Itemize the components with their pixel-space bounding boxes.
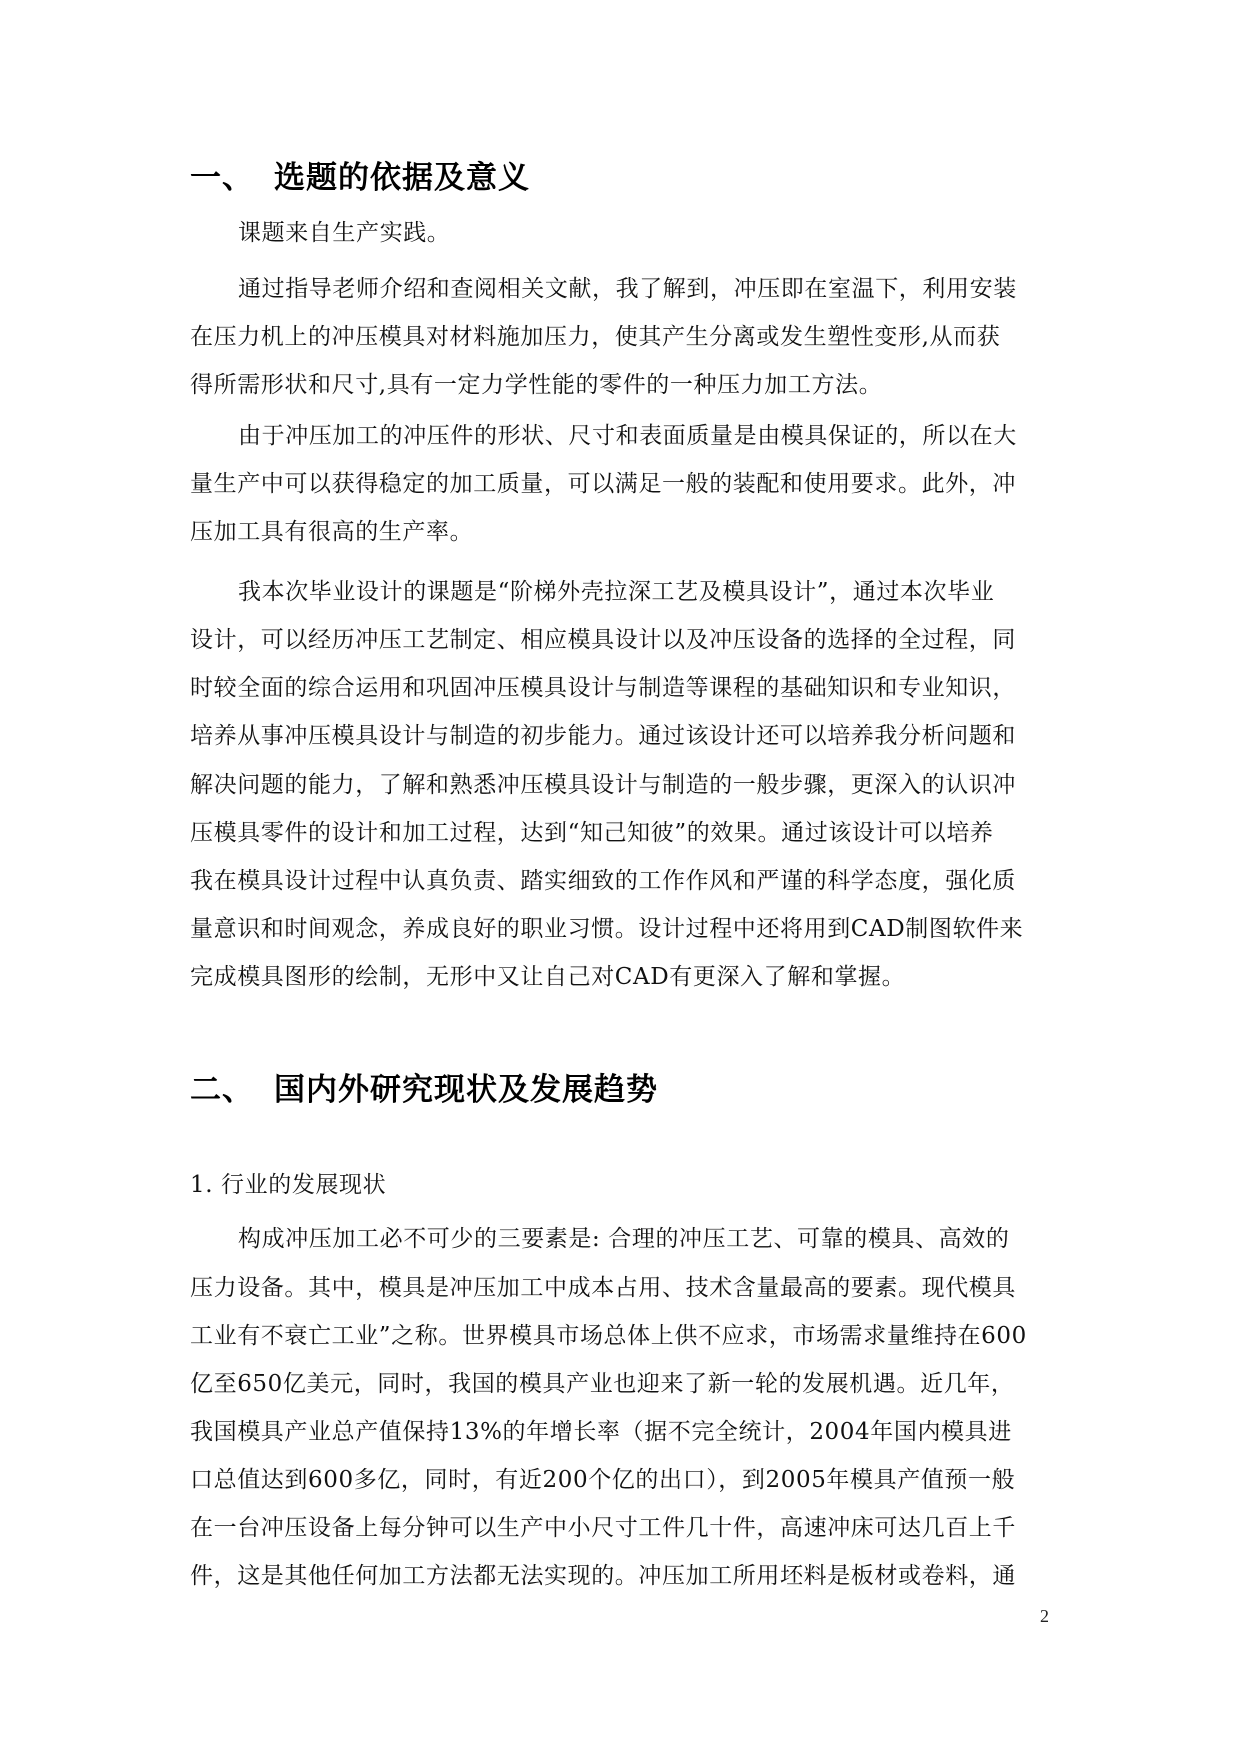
paragraph-line: 培养从事冲压模具设计与制造的初步能力。通过该设计还可以培养我分析问题和 <box>190 723 1016 749</box>
paragraph-line: 亿至650亿美元，同时，我国的模具产业也迎来了新一轮的发展机遇。近几年， <box>190 1371 1015 1397</box>
paragraph-line: 构成冲压加工必不可少的三要素是: 合理的冲压工艺、可靠的模具、高效的 <box>238 1226 1010 1252</box>
paragraph-line: 我在模具设计过程中认真负责、踏实细致的工作作风和严谨的科学态度，强化质 <box>190 868 1016 894</box>
section-1-number: 一、 <box>190 160 254 196</box>
paragraph-line: 量生产中可以获得稳定的加工质量，可以满足一般的装配和使用要求。此外，冲 <box>190 471 1016 497</box>
paragraph-line: 时较全面的综合运用和巩固冲压模具设计与制造等课程的基础知识和专业知识， <box>190 675 1016 701</box>
section-1-heading <box>190 152 530 197</box>
section-2-heading <box>190 1064 658 1109</box>
paragraph-line: 课题来自生产实践。 <box>238 220 451 246</box>
section-1-title: 选题的依据及意义 <box>274 160 530 196</box>
paragraph-line: 口总值达到600多亿，同时，有近200个亿的出口），到2005年模具产值预一般 <box>190 1467 1016 1493</box>
paragraph-line: 在一台冲压设备上每分钟可以生产中小尺寸工件几十件，高速冲床可达几百上千 <box>190 1515 1016 1541</box>
paragraph-line: 我国模具产业总产值保持13%的年增长率（据不完全统计，2004年国内模具进 <box>190 1419 1012 1445</box>
paragraph-line: 解决问题的能力，了解和熟悉冲压模具设计与制造的一般步骤，更深入的认识冲 <box>190 772 1016 798</box>
paragraph-line: 得所需形状和尺寸,具有一定力学性能的零件的一种压力加工方法。 <box>190 372 883 398</box>
paragraph-line: 件，这是其他任何加工方法都无法实现的。冲压加工所用坯料是板材或卷料，通 <box>190 1563 1016 1589</box>
paragraph-line: 工业有不衰亡工业”之称。世界模具市场总体上供不应求，市场需求量维持在600 <box>190 1323 1027 1349</box>
paragraph-line: 设计，可以经历冲压工艺制定、相应模具设计以及冲压设备的选择的全过程，同 <box>190 627 1016 653</box>
paragraph-line: 我本次毕业设计的课题是“阶梯外壳拉深工艺及模具设计”，通过本次毕业 <box>238 579 995 605</box>
paragraph-line: 压力设备。其中，模具是冲压加工中成本占用、技术含量最高的要素。现代模具 <box>190 1275 1016 1301</box>
section-2-number: 二、 <box>190 1072 254 1108</box>
paragraph-line: 压模具零件的设计和加工过程，达到“知己知彼”的效果。通过该设计可以培养 <box>190 820 994 846</box>
subsection-heading: 1. 行业的发展现状 <box>190 1172 387 1198</box>
paragraph-line: 由于冲压加工的冲压件的形状、尺寸和表面质量是由模具保证的，所以在大 <box>238 423 1017 449</box>
paragraph-line: 通过指导老师介绍和查阅相关文献，我了解到，冲压即在室温下，利用安装 <box>238 276 1017 302</box>
section-2-title: 国内外研究现状及发展趋势 <box>274 1072 658 1108</box>
paragraph-line: 压加工具有很高的生产率。 <box>190 519 474 545</box>
page-number: 2 <box>1040 1606 1049 1626</box>
paragraph-line: 量意识和时间观念，养成良好的职业习惯。设计过程中还将用到CAD制图软件来 <box>190 916 1024 942</box>
paragraph-line: 在压力机上的冲压模具对材料施加压力，使其产生分离或发生塑性变形,从而获 <box>190 324 1001 350</box>
paragraph-line: 完成模具图形的绘制，无形中又让自己对CAD有更深入了解和掌握。 <box>190 964 906 990</box>
